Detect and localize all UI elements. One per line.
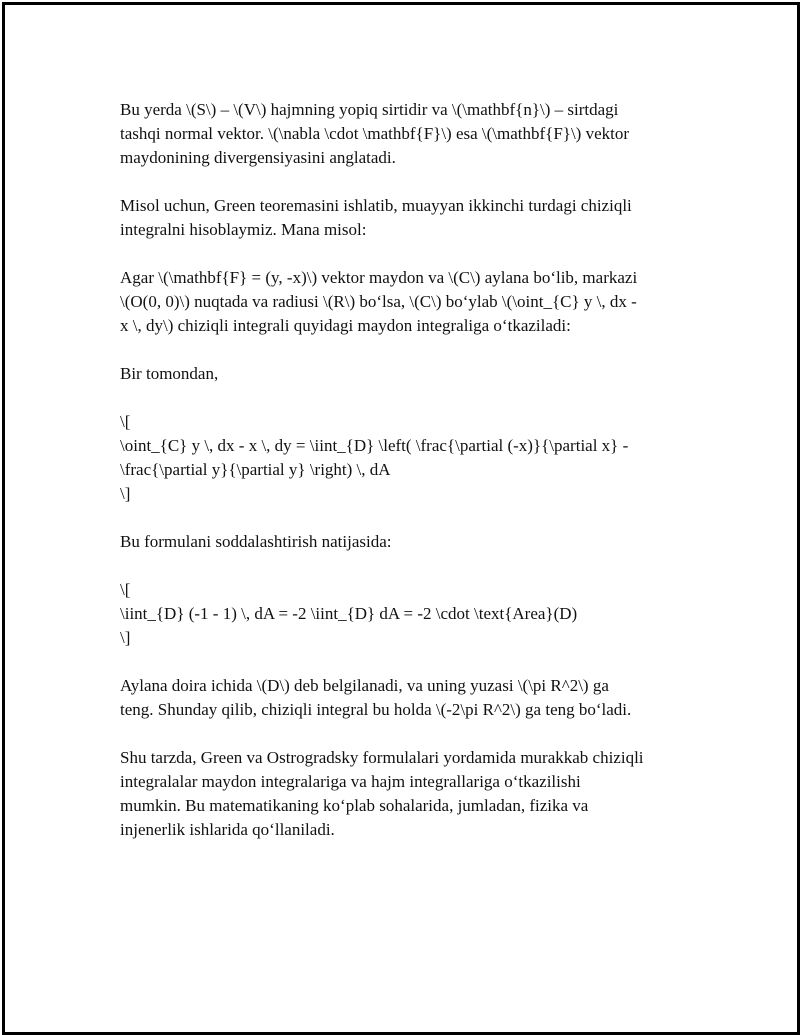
paragraph-divergence-definition: Bu yerda \(S\) – \(V\) hajmning yopiq sirtidir va \(\mathbf{n}\) – sirtdagi tashqi normal vektor. \(\nabla \cdot \mathbf{F}\) esa \(\mathbf{F}\) vektor maydonining divergensiyasini anglatadi. bbox=[120, 100, 630, 167]
formula-area-result: \[ \iint_{D} (-1 - 1) \, dA = -2 \iint_{D} dA = -2 \cdot \text{Area}(D) \] bbox=[120, 580, 578, 647]
formula-green-theorem: \[ \oint_{C} y \, dx - x \, dy = \iint_{D} \left( \frac{\partial (-x)}{\partial x} - \frac{\partial y}{\partial y} \right) \, dA \] bbox=[120, 412, 629, 503]
paragraph-conclusion: Shu tarzda, Green va Ostrogradsky formulalari yordamida murakkab chiziqli integralalar maydon integralariga va hajm integrallariga o‘tkazilishi mumkin. Bu matematikaning ko‘plab sohalarida, jumladan, fizika va injenerlik ishlarida qo‘llaniladi. bbox=[120, 748, 644, 839]
document-body bbox=[120, 98, 700, 866]
paragraph-example-intro: Misol uchun, Green teoremasini ishlatib, muayyan ikkinchi turdagi chiziqli integralni hisoblaymiz. Mana misol: bbox=[120, 196, 632, 239]
paragraph-circle-area: Aylana doira ichida \(D\) deb belgilanadi, va uning yuzasi \(\pi R^2\) ga teng. Shunday qilib, chiziqli integral bu holda \(-2\pi R^2\) ga teng bo‘ladi. bbox=[120, 676, 632, 719]
paragraph-example-setup: Agar \(\mathbf{F} = (y, -x)\) vektor maydon va \(C\) aylana bo‘lib, markazi \(O(0, 0)\) nuqtada va radiusi \(R\) bo‘lsa, \(C\) bo‘ylab \(\oint_{C} y \, dx - x \, dy\) chiziqli integrali quyidagi maydon integraliga o‘tkaziladi: bbox=[120, 268, 638, 335]
page-frame bbox=[2, 2, 800, 1035]
paragraph-one-side: Bir tomondan, bbox=[120, 364, 219, 383]
paragraph-simplification: Bu formulani soddalashtirish natijasida: bbox=[120, 532, 392, 551]
